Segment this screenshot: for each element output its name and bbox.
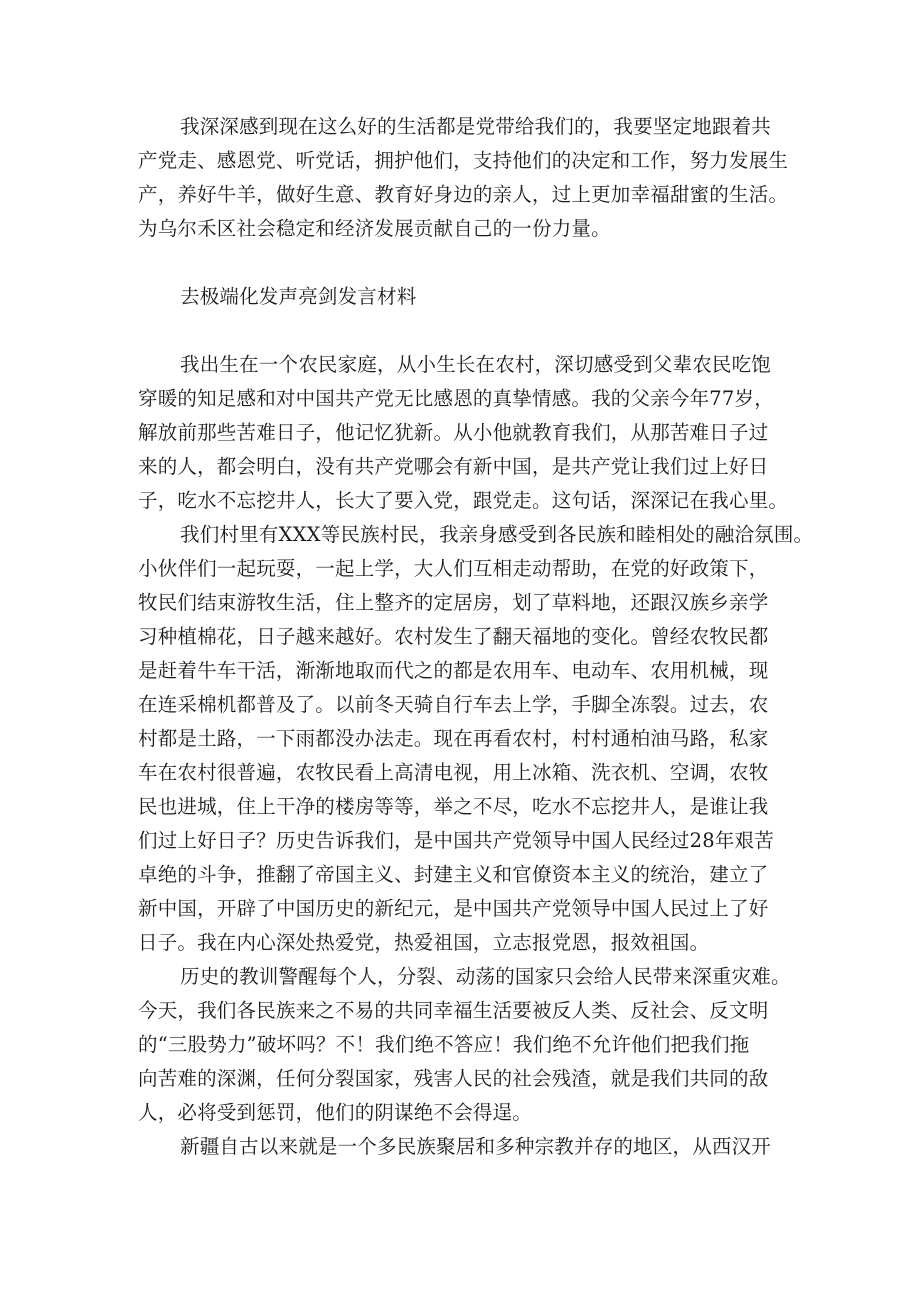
text-line: 人，必将受到惩罚，他们的阴谋绝不会得逞。 — [138, 1101, 533, 1124]
section-title: 去极端化发声亮剑发言材料 — [180, 285, 417, 308]
text-line: 今天，我们各民族来之不易的共同幸福生活要被反人类、反社会、反文明 — [138, 999, 769, 1022]
text-line: 日子。我在内心深处热爱党，热爱祖国，立志报党恩，报效祖国。 — [138, 931, 710, 954]
text-line: 们过上好日子？历史告诉我们，是中国共产党领导中国人民经过28年艰苦 — [138, 829, 774, 852]
text-line: 产，养好牛羊，做好生意、教育好身边的亲人，过上更加幸福甜蜜的生活。 — [138, 183, 789, 206]
text-line: 新中国，开辟了中国历史的新纪元，是中国共产党领导中国人民过上了好 — [138, 897, 769, 920]
text-line: 车在农村很普遍，农牧民看上高清电视，用上冰箱、洗衣机、空调，农牧 — [138, 761, 769, 784]
text-line: 来的人，都会明白，没有共产党哪会有新中国，是共产党让我们过上好日 — [138, 455, 769, 478]
text-line: 牧民们结束游牧生活，住上整齐的定居房，划了草料地，还跟汉族乡亲学 — [138, 591, 769, 614]
text-line: 我们村里有XXX等民族村民，我亲身感受到各民族和睦相处的融洽氛围。 — [180, 523, 814, 546]
text-line: 卓绝的斗争，推翻了帝国主义、封建主义和官僚资本主义的统治，建立了 — [138, 863, 769, 886]
text-line: 是赶着牛车干活，渐渐地取而代之的都是农用车、电动车、农用机械，现 — [138, 659, 769, 682]
text-line: 习种植棉花，日子越来越好。农村发生了翻天福地的变化。曾经农牧民都 — [138, 625, 769, 648]
text-line: 村都是土路，一下雨都没办法走。现在再看农村，村村通柏油马路，私家 — [138, 727, 769, 750]
text-line: 我深深感到现在这么好的生活都是党带给我们的，我要坚定地跟着共 — [180, 115, 772, 138]
text-line: 子，吃水不忘挖井人，长大了要入党，跟党走。这句话，深深记在我心里。 — [138, 489, 789, 512]
text-line: 产党走、感恩党、听党话，拥护他们，支持他们的决定和工作，努力发展生 — [138, 149, 789, 172]
text-line: 穿暖的知足感和对中国共产党无比感恩的真挚情感。我的父亲今年77岁， — [138, 387, 774, 410]
text-line: 新疆自古以来就是一个多民族聚居和多种宗教并存的地区，从西汉开 — [180, 1135, 772, 1158]
text-line: 的“三股势力”破坏吗？不！我们绝不答应！我们绝不允许他们把我们拖 — [138, 1033, 750, 1056]
text-line: 小伙伴们一起玩耍，一起上学，大人们互相走动帮助，在党的好政策下， — [138, 557, 769, 580]
text-line: 历史的教训警醒每个人，分裂、动荡的国家只会给人民带来深重灾难。 — [180, 965, 791, 988]
text-line: 在连采棉机都普及了。以前冬天骑自行车去上学，手脚全冻裂。过去，农 — [138, 693, 769, 716]
text-line: 民也进城，住上干净的楼房等等，举之不尽，吃水不忘挖井人，是谁让我 — [138, 795, 769, 818]
text-line: 解放前那些苦难日子，他记忆犹新。从小他就教育我们，从那苦难日子过 — [138, 421, 769, 444]
text-line: 我出生在一个农民家庭，从小生长在农村，深切感受到父辈农民吃饱 — [180, 353, 772, 376]
text-line: 向苦难的深渊，任何分裂国家，残害人民的社会残渣，就是我们共同的敌 — [138, 1067, 769, 1090]
text-line: 为乌尔禾区社会稳定和经济发展贡献自己的一份力量。 — [138, 217, 611, 240]
